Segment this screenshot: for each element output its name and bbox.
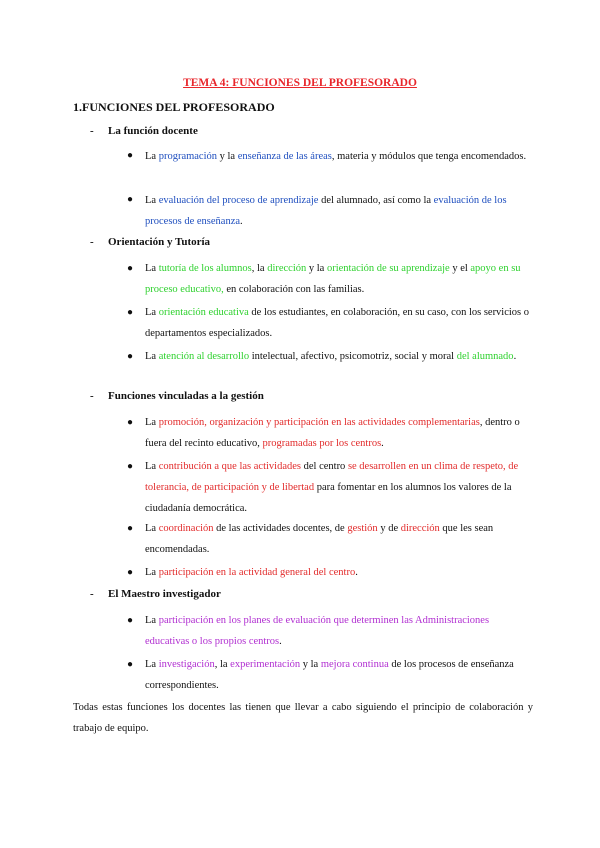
bullet-icon: ● xyxy=(127,417,134,428)
section-maestro-investigador: - El Maestro investigador xyxy=(90,588,221,600)
section-orientacion-tutoria: - Orientación y Tutoría xyxy=(90,236,211,248)
section-heading: 1.FUNCIONES DEL PROFESORADO xyxy=(73,100,275,114)
list-item: La orientación educativa de los estudiantes, en colaboración, en su caso, con los servicios o departamentos especializados. xyxy=(145,307,530,339)
list-item: La atención al desarrollo intelectual, afectivo, psicomotriz, social y moral del alumnado. xyxy=(145,351,517,362)
list-item: La coordinación de las actividades docentes, de gestión y de dirección que les sean encomendadas. xyxy=(145,523,494,555)
list-item: La tutoría de los alumnos, la dirección y la orientación de su aprendizaje y el apoyo en su proceso educativo, en colaboración con las familias. xyxy=(145,263,521,295)
bullet-icon: ● xyxy=(127,150,134,161)
list-item: La contribución a que las actividades del centro se desarrollen en un clima de respeto, de tolerancia, de participación y de libertad para fomentar en los alumnos los valores de la ciudadanía democrática. xyxy=(145,461,519,514)
section-title: La función docente xyxy=(108,125,198,137)
list-item: La evaluación del proceso de aprendizaje del alumnado, así como la evaluación de los procesos de enseñanza. xyxy=(145,195,507,227)
bullet-icon: ● xyxy=(127,351,134,362)
section-funciones-gestion: - Funciones vinculadas a la gestión xyxy=(90,390,264,402)
bullet-icon: ● xyxy=(127,567,134,578)
closing-paragraph: Todas estas funciones los docentes las tienen que llevar a cabo siguiendo el principio de colaboración y trabajo de equipo. xyxy=(73,702,533,734)
bullet-icon: ● xyxy=(127,307,134,318)
document-title: TEMA 4: FUNCIONES DEL PROFESORADO xyxy=(183,77,417,89)
list-item: La participación en la actividad general del centro. xyxy=(145,567,358,578)
section-la-funcion-docente: - La función docente xyxy=(90,125,198,137)
bullet-icon: ● xyxy=(127,523,134,534)
bullet-icon: ● xyxy=(127,615,134,626)
list-item: La participación en los planes de evaluación que determinen las Administraciones educativas o los propios centros. xyxy=(145,615,490,647)
bullet-icon: ● xyxy=(127,194,134,205)
list-item: La programación y la enseñanza de las áreas, materia y módulos que tenga encomendados. xyxy=(145,151,527,162)
bullet-icon: ● xyxy=(127,659,134,670)
bullet-icon: ● xyxy=(127,461,134,472)
section-title: Orientación y Tutoría xyxy=(108,236,211,248)
section-title: El Maestro investigador xyxy=(108,588,221,600)
list-item: La promoción, organización y participación en las actividades complementarias, dentro o fuera del recinto educativo, programadas por los centros. xyxy=(145,417,520,449)
section-title: Funciones vinculadas a la gestión xyxy=(108,390,264,402)
list-item: La investigación, la experimentación y la mejora continua de los procesos de enseñanza correspondientes. xyxy=(145,659,514,691)
bullet-icon: ● xyxy=(127,263,134,274)
